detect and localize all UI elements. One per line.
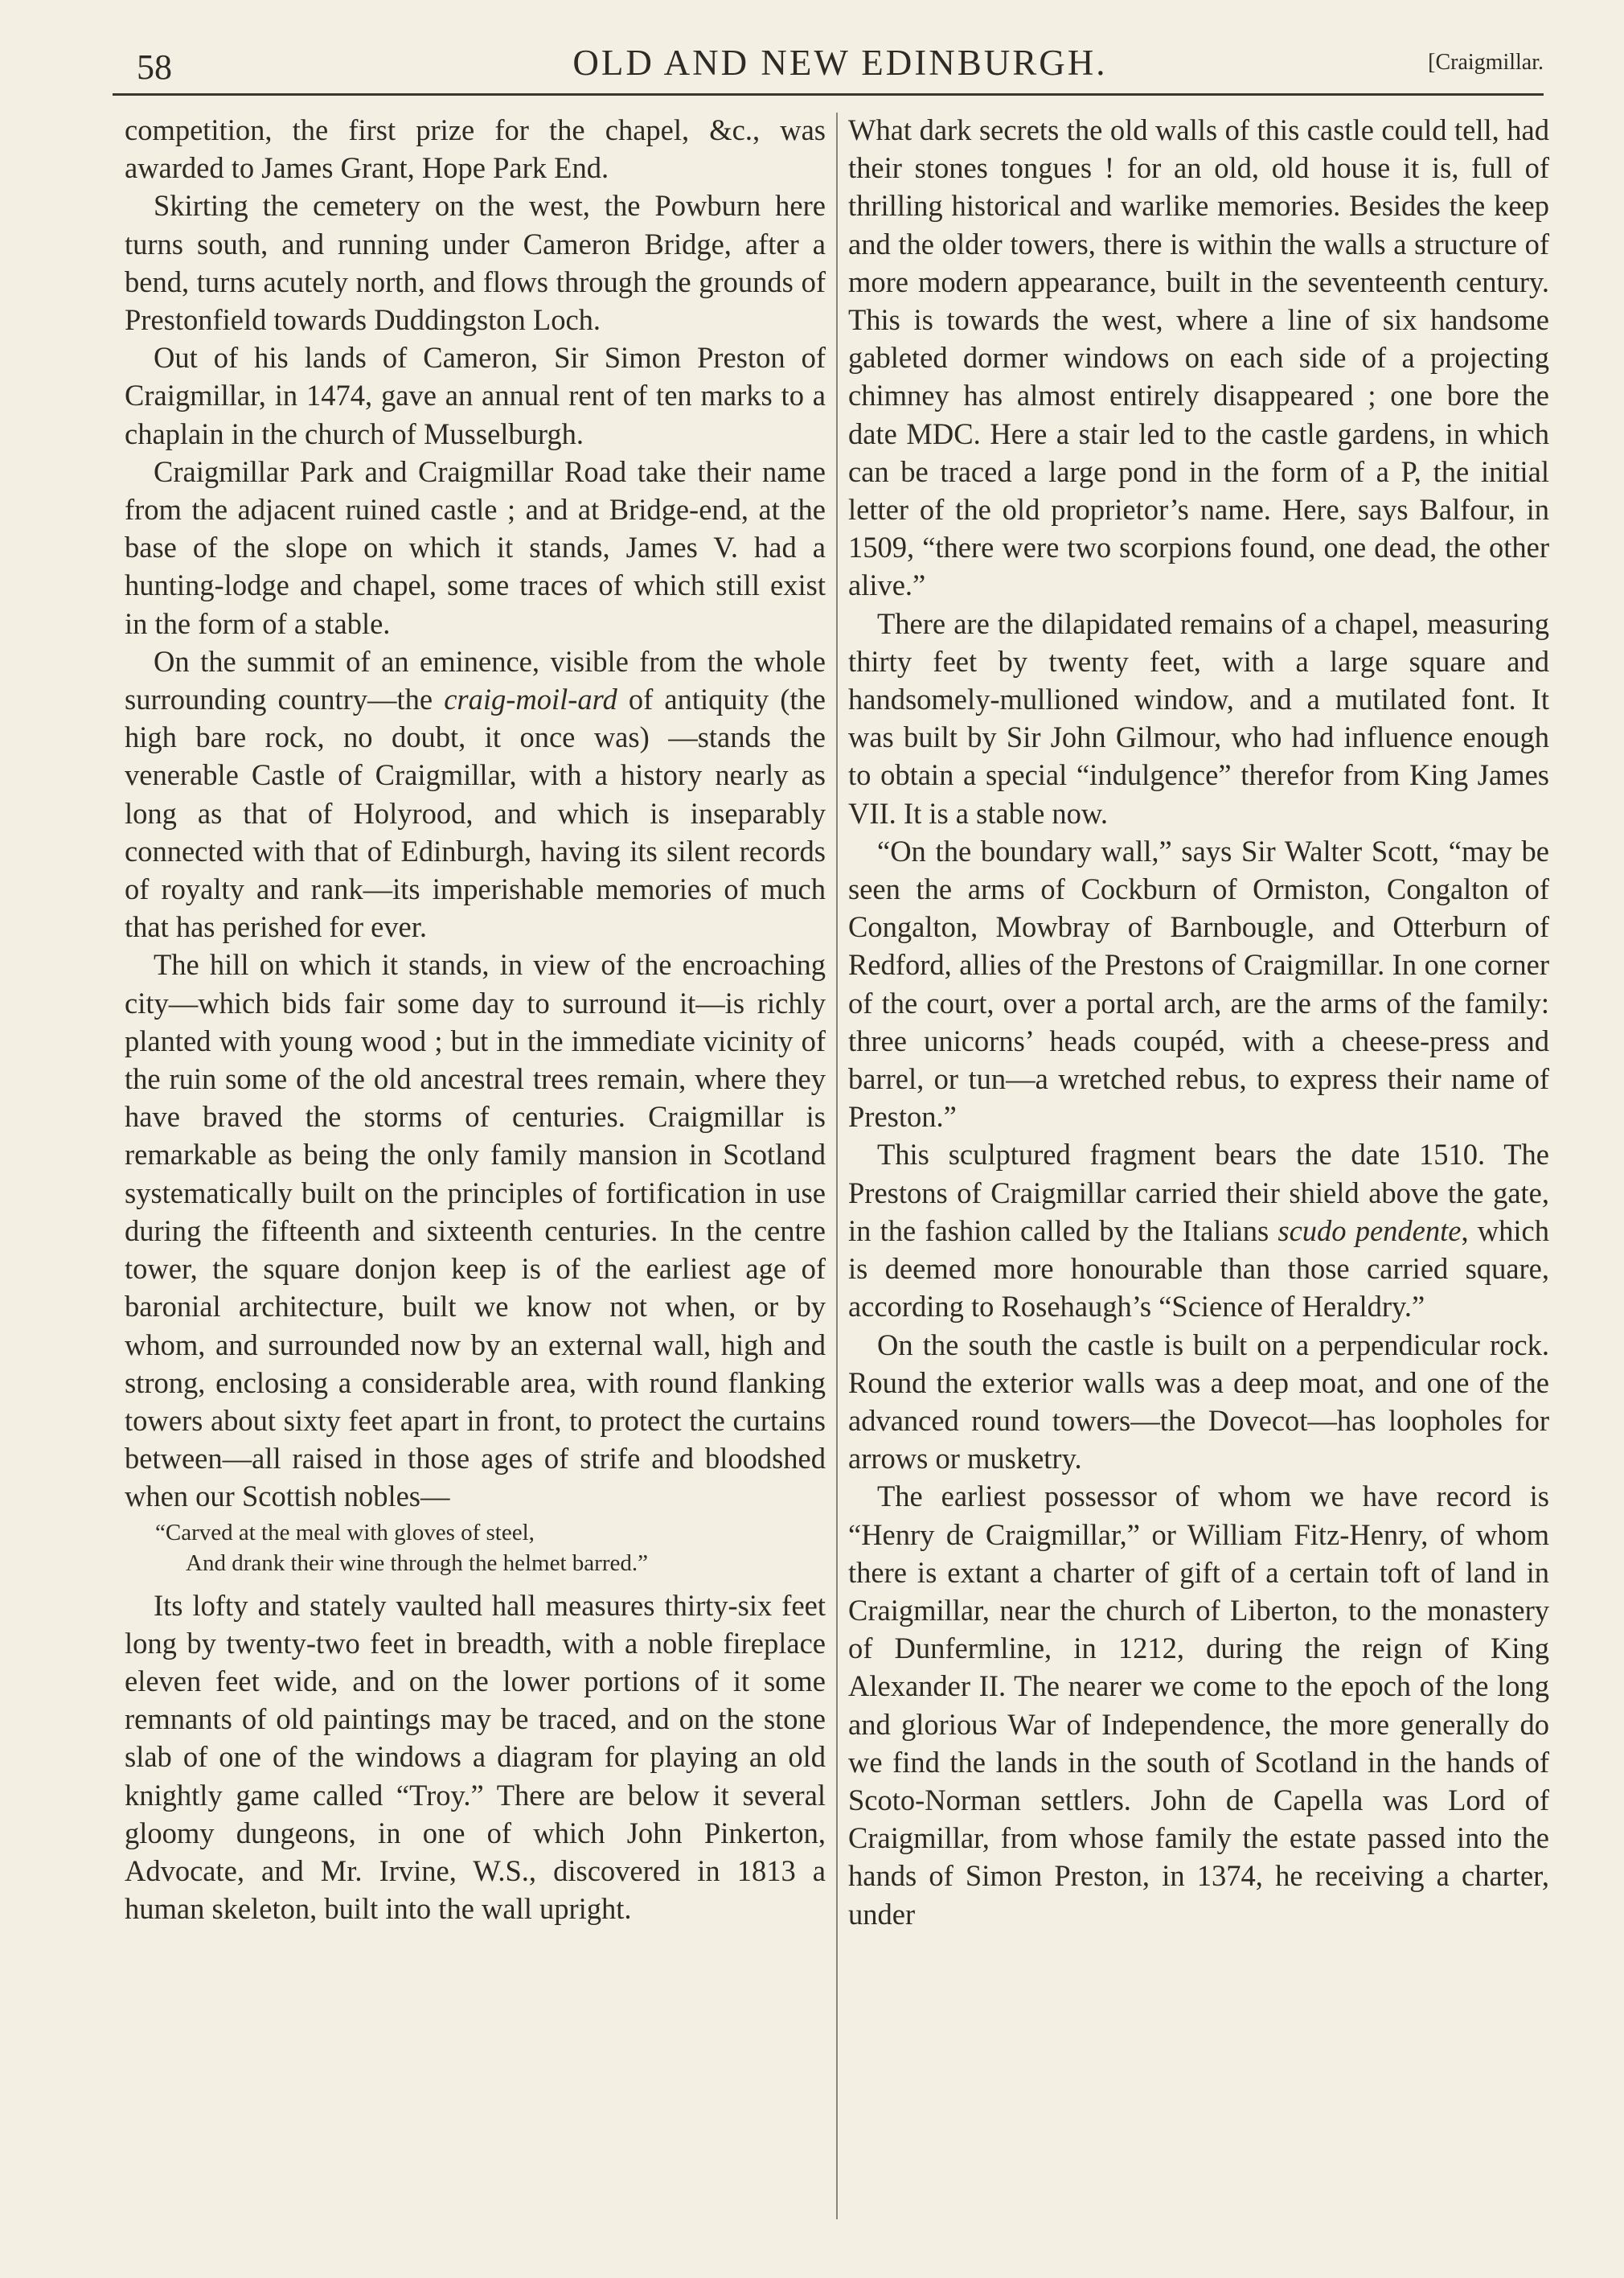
left-column bbox=[125, 111, 826, 1927]
verse-line-1: “Carved at the meal with gloves of steel, bbox=[155, 1519, 535, 1545]
text-run: , which is deemed more honourable than those carried square, according to Rosehaugh’s “Science of Heraldry.” bbox=[848, 1213, 1549, 1324]
text-run: of antiquity (the high bare rock, no doubt, it once was) —stands the venerable Castle of Craigmillar, with a history nearly as long as that of Holyrood, and which is inseparably connected with that of Edinburgh, having its silent records of royalty and rank—its imperishable memories of much that has perished for ever. bbox=[125, 683, 826, 944]
right-paragraph-1: What dark secrets the old walls of this castle could tell, had their stones tongues ! for an old, old house it is, full of thrilling historical and warlike memories. Besides the keep and the older towers, there is within the walls a structure of more modern appearance, built in the seventeenth century. This is towards the west, where a line of six handsome gableted dormer windows on each side of a projecting chimney has almost entirely disappeared ; one bore the date MDC. Here a stair led to the castle gardens, in which can be traced a large pond in the form of a P, the initial letter of the old proprietor’s name. Here, says Balfour, in 1509, “there were two scorpions found, one dead, the other alive.” bbox=[848, 113, 1549, 602]
right-column bbox=[848, 111, 1549, 1933]
verse-line-2: And drank their wine through the helmet barred.” bbox=[186, 1549, 648, 1576]
left-paragraph-7: Its lofty and stately vaulted hall measures thirty-six feet long by twenty-two feet in breadth, with a noble fireplace eleven feet wide, and on the lower portions of it some remnants of old paintings may be traced, and on the stone slab of one of the windows a diagram for playing an old knightly game called “Troy.” There are below it several gloomy dungeons, in one of which John Pinkerton, Advocate, and Mr. Irvine, W.S., discovered in 1813 a human skeleton, built into the wall upright. bbox=[125, 1588, 826, 1926]
right-paragraph-4 bbox=[848, 1135, 1549, 1325]
italic-term: scudo pendente bbox=[1277, 1213, 1462, 1247]
section-reference: [Craigmillar. bbox=[1428, 50, 1544, 75]
left-paragraph-3: Out of his lands of Cameron, Sir Simon Preston of Craigmillar, in 1474, gave an annual rent of ten marks to a chaplain in the church of Musselburgh. bbox=[125, 341, 826, 450]
left-paragraph-6: The hill on which it stands, in view of the encroaching city—which bids fair some day to surround it—is richly planted with young wood ; but in the immediate vicinity of the ruin some of the old ancestral trees remain, where they have braved the storms of centuries. Craigmillar is remarkable as being the only family mansion in Scotland systematically built on the principles of fortification in use during the fifteenth and sixteenth centuries. In the centre tower, the square donjon keep is of the earliest age of baronial architecture, built we know not when, or by whom, and surrounded now by an external wall, high and strong, enclosing a considerable area, with round flanking towers about sixty feet apart in front, to protect the curtains between—all raised in those ages of strife and bloodshed when our Scottish nobles— bbox=[125, 948, 826, 1513]
page-header bbox=[137, 42, 1544, 90]
text-run: On the summit of an eminence, visible from the whole surrounding country—the bbox=[125, 644, 826, 716]
page-number: 58 bbox=[137, 47, 172, 87]
right-paragraph-2: There are the dilapidated remains of a chapel, measuring thirty feet by twenty feet, with a large square and handsomely-mullioned window, and a mutilated font. It was built by Sir John Gilmour, who had influence enough to obtain a special “indulgence” therefor from King James VII. It is a stable now. bbox=[848, 606, 1549, 830]
right-paragraph-3: “On the boundary wall,” says Sir Walter Scott, “may be seen the arms of Cockburn of Ormiston, Congalton of Congalton, Mowbray of Barnbougle, and Otterburn of Redford, allies of the Prestons of Craigmillar. In one corner of the court, over a portal arch, are the arms of the family: three unicorns’ heads coupéd, with a cheese-press and barrel, or tun—a wretched rebus, to express their name of Preston.” bbox=[848, 834, 1549, 1134]
verse-quote bbox=[125, 1517, 826, 1578]
right-paragraph-5: On the south the castle is built on a perpendicular rock. Round the exterior walls was a deep moat, and one of the advanced round towers—the Dovecot—has loopholes for arrows or musketry. bbox=[848, 1328, 1549, 1476]
right-paragraph-6: The earliest possessor of whom we have record is “Henry de Craigmillar,” or William Fitz-Henry, of whom there is extant a charter of gift of a certain toft of land in Craigmillar, near the church of Liberton, to the monastery of Dunfermline, in 1212, during the reign of King Alexander II. The nearer we come to the epoch of the long and glorious War of Independence, the more generally do we find the lands in the south of Scotland in the hands of Scoto-Norman settlers. John de Capella was Lord of Craigmillar, from whose family the estate passed into the hands of Simon Preston, in 1374, he receiving a charter, under bbox=[848, 1480, 1549, 1931]
text-run: This sculptured fragment bears the date 1510. The Prestons of Craigmillar carried their shield above the gate, in the fashion called by the Italians bbox=[848, 1138, 1549, 1247]
left-paragraph-5 bbox=[125, 642, 826, 946]
left-paragraph-1: competition, the first prize for the chapel, &c., was awarded to James Grant, Hope Park End. bbox=[125, 113, 826, 185]
left-paragraph-4: Craigmillar Park and Craigmillar Road take their name from the adjacent ruined castle ; and at Bridge-end, at the base of the slope on which it stands, James V. had a hunting-lodge and chapel, some traces of which still exist in the form of a stable. bbox=[125, 454, 826, 640]
running-title: OLD AND NEW EDINBURGH. bbox=[572, 43, 1108, 83]
left-paragraph-2: Skirting the cemetery on the west, the Powburn here turns south, and running under Cameron Bridge, after a bend, turns acutely north, and flows through the grounds of Prestonfield towards Duddingston Loch. bbox=[125, 189, 826, 337]
column-divider bbox=[836, 113, 838, 2219]
italic-term: craig-moil-ard bbox=[444, 683, 617, 716]
header-rule bbox=[113, 93, 1544, 96]
